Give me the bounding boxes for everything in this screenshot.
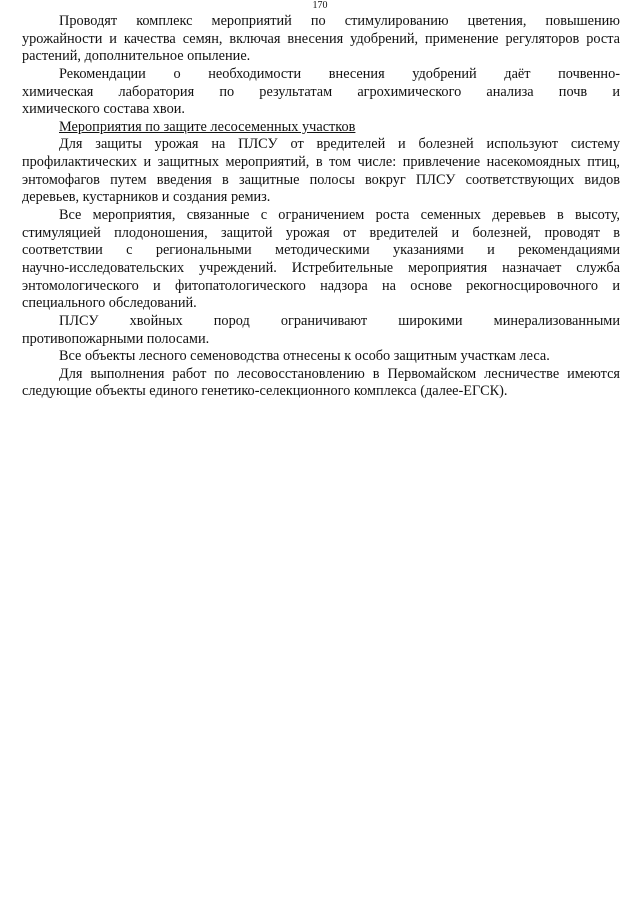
text-line: энтомологического и фитопатологического надзора на основе рекогносцировочного и: [22, 277, 620, 294]
text-line: химического состава хвои.: [22, 101, 185, 118]
section-heading: [22, 119, 620, 137]
text-line: соответствии с региональными методическими указаниями и рекомендациями: [22, 242, 620, 259]
paragraph: [22, 348, 620, 366]
text-line: энтомофагов путем введения в защитные полосы вокруг ПЛСУ соответствующих видов: [22, 171, 620, 188]
paragraph: [22, 313, 620, 348]
text-line: урожайности и качества семян, включая внесения удобрений, применение регуляторов роста: [22, 30, 620, 47]
paragraph: [22, 207, 620, 313]
text-line: Для защиты урожая на ПЛСУ от вредителей и болезней используют систему: [59, 136, 620, 153]
text-line: стимуляцией плодоношения, защитой урожая от вредителей и болезней, проводят в: [22, 224, 620, 241]
document-body: [22, 13, 620, 401]
paragraph: [22, 13, 620, 66]
text-line: специального обследований.: [22, 295, 197, 312]
text-line: Все мероприятия, связанные с ограничением роста семенных деревьев в высоту,: [59, 207, 620, 224]
text-line: научно-исследовательских учреждений. Истребительные мероприятия назначает служба: [22, 259, 620, 276]
text-line: следующие объекты единого генетико-селекционного комплекса (далее-ЕГСК).: [22, 383, 508, 400]
page-number: 170: [312, 0, 328, 11]
text-line: Рекомендации о необходимости внесения удобрений даёт почвенно-: [59, 65, 620, 82]
text-line: Проводят комплекс мероприятий по стимулированию цветения, повышению: [59, 13, 620, 29]
paragraph: [22, 366, 620, 401]
text-line: химическая лаборатория по результатам агрохимического анализа почв и: [22, 83, 620, 100]
text-line: Для выполнения работ по лесовосстановлению в Первомайском лесничестве имеются: [59, 365, 620, 382]
paragraph: [22, 66, 620, 119]
text-line: деревьев, кустарников и создания ремиз.: [22, 189, 271, 206]
text-line: профилактических и защитных мероприятий, в том числе: привлечение насекомоядных птиц,: [22, 154, 620, 171]
text-line: Мероприятия по защите лесосеменных участков: [59, 118, 356, 135]
text-line: ПЛСУ хвойных пород ограничивают широкими минерализованными: [59, 312, 620, 329]
text-line: Все объекты лесного семеноводства отнесены к особо защитным участкам леса.: [59, 348, 550, 365]
text-line: растений, дополнительное опыление.: [22, 48, 251, 65]
paragraph: [22, 136, 620, 207]
text-line: противопожарными полосами.: [22, 330, 210, 347]
